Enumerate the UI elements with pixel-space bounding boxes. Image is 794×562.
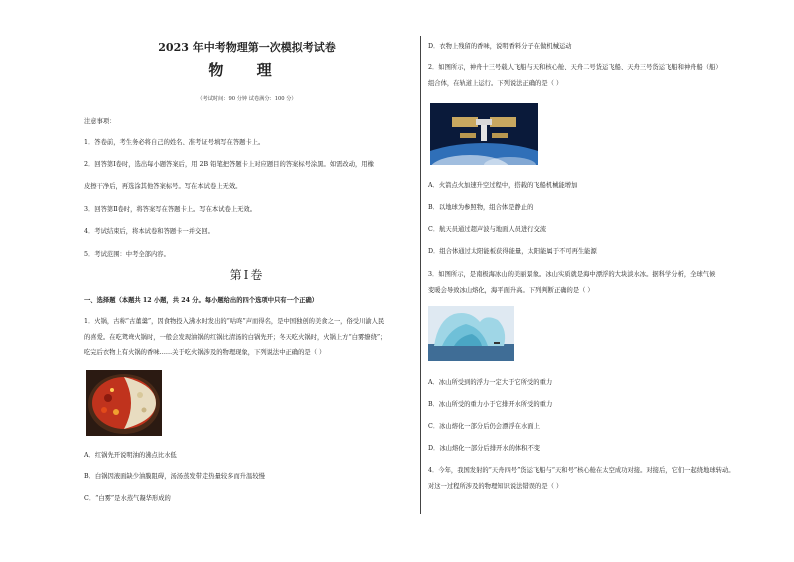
exam-info: （考试时间：90 分钟 试卷满分：100 分） [197,96,297,102]
option-c: C．航天员通过超声波与地面人员进行交流 [428,226,547,233]
iceberg-photo [428,306,514,361]
question-line: 2．如图所示，神舟十三号载人飞船与天和核心舱、天舟二号货运飞船、天舟三号货运飞船和神舟船（船） [428,64,722,71]
notice-title: 注意事项： [84,118,116,125]
option-a: A．冰山所受到的浮力一定大于它所受的重力 [428,379,553,386]
option-b: B．冰山所受的重力小于它排开水所受的重力 [428,401,553,408]
hotpot-photo [86,370,162,436]
notice-item: 2．回答第Ⅰ卷时，选出每小题答案后，用 2B 铅笔把答题卡上对应题目的答案标号涂黑。如需改动，用橡 [84,161,374,168]
space-station-photo [430,103,538,165]
notice-item: 皮擦干净后，再选涂其他答案标号。写在本试卷上无效。 [84,183,242,190]
option-d: D．冰山熔化一部分后排开水的体积不变 [428,445,541,452]
section-title: 第Ⅰ卷 [229,268,265,282]
option-b: B．以地球为参照物，组合体是静止的 [428,204,534,211]
question-line: 吃完后衣物上有火锅的香味……关于吃火锅涉及的物理现象，下列说法中正确的是（ ） [84,349,326,356]
column-divider [420,36,421,514]
option-a: A．火箭点火加速升空过程中，搭载的飞船机械能增加 [428,182,578,189]
notice-item: 3．回答第Ⅱ卷时，将答案写在答题卡上。写在本试卷上无效。 [84,206,257,213]
subject-title: 物 理 [208,61,286,79]
notice-item: 1．答卷前，考生务必将自己的姓名、准考证号填写在答题卡上。 [84,139,265,146]
notice-item: 5．考试范围：中考全部内容。 [84,251,170,258]
question-line: 1．火锅，古称“古董羹”，因食物投入沸水时发出的“咕咚”声而得名，是中国独创的美食之一，俗受川渝人民 [84,318,385,325]
question-line: 4．今年，我国发射的“天舟四号”货运飞船与“天和号”核心舱在太空成功对接。对接后，它们一起绕地球转动。 [428,467,735,474]
exam-title: 2023 年中考物理第一次模拟考试卷 [158,41,336,54]
option-c: C．“白雾”是水蒸气凝华形成的 [84,495,171,502]
option-d: D．组合体通过太阳能板获得能量，太阳能属于不可再生能源 [428,248,597,255]
option-a: A．红锅先开说明油的沸点比水低 [84,452,177,459]
option-b: B．白锅因液面缺少油膜阻碍，汤汤蒸发带走热量较多而升温较慢 [84,473,265,480]
question-line: 变暖会导致冰山熔化，海平面升高。下列判断正确的是（ ） [428,287,594,294]
option-d: D．衣物上残留的香味，说明香料分子在做机械运动 [428,43,572,50]
question-line: 的喜爱。在吃鸳鸯火锅时，一般会发现油锅的红锅比清汤的白锅先开；冬天吃火锅时，火锅上方“白雾缭绕”； [84,334,387,341]
notice-item: 4．考试结束后，将本试卷和答题卡一并交回。 [84,228,214,235]
question-line: 对这一过程所涉及的物理知识说法错误的是（ ） [428,483,563,490]
left-column [84,0,410,562]
option-c: C．冰山熔化一部分后仍会漂浮在水面上 [428,423,540,430]
question-line: 3．如图所示，是南极海冰山的美丽景象。冰山实质就是海中漂浮的大块淡水冰。据科学分析，全球气候 [428,271,716,278]
right-column [428,0,758,562]
part-heading: 一、选择题（本题共 12 小题，共 24 分。每小题给出的四个选项中只有一个正确） [84,297,319,304]
question-line: 组合体，在轨道上运行。下列说法正确的是（ ） [428,80,563,87]
